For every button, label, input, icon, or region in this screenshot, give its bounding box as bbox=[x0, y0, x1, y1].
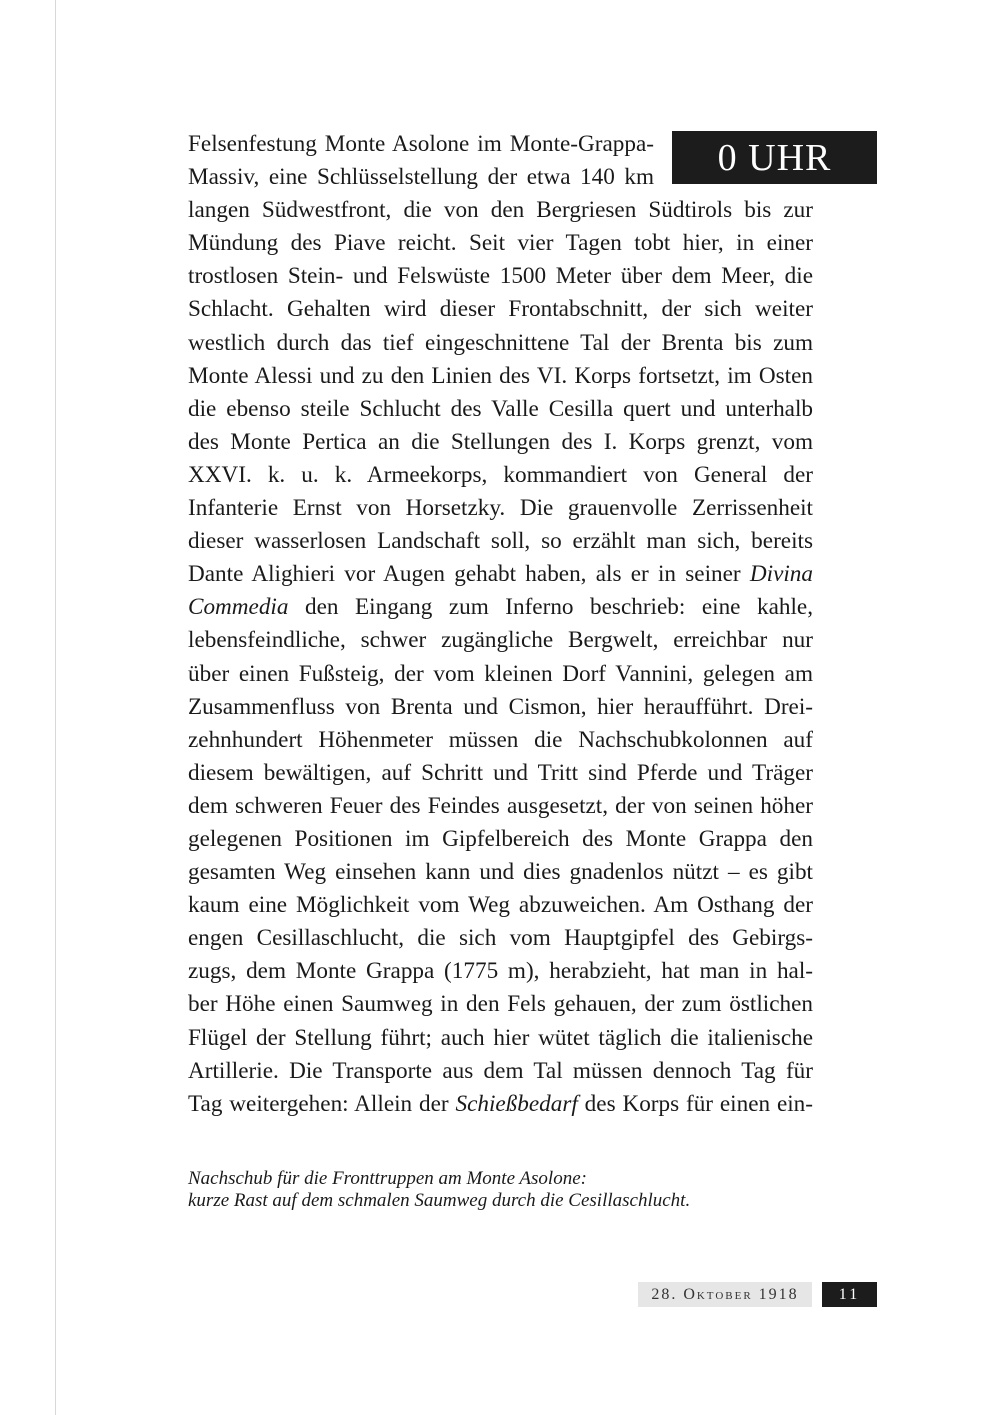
text-line: Zusammenfluss von Brenta und Cismon, hier heraufführt. Drei- bbox=[188, 693, 813, 720]
italic-title-part: Commedia bbox=[188, 594, 289, 621]
text-line: Felsenfestung Monte Asolone im Monte-Grappa- bbox=[188, 131, 654, 157]
text-line: Artillerie. Die Transporte aus dem Tal müssen dennoch Tag für bbox=[188, 1057, 813, 1084]
footer-date bbox=[638, 1282, 812, 1307]
image-caption bbox=[188, 1168, 690, 1212]
text-line: Schlacht. Gehalten wird dieser Frontabschnitt, der sich weiter bbox=[188, 296, 813, 323]
caption-line: Nachschub für die Fronttruppen am Monte Asolone: bbox=[188, 1168, 587, 1189]
page-gutter-line bbox=[55, 0, 56, 1415]
text-line: kaum eine Möglichkeit vom Weg abzuweichen. Am Osthang der bbox=[188, 892, 813, 919]
page-number: 11 bbox=[838, 1285, 861, 1303]
text-line: die ebenso steile Schlucht des Valle Cesilla quert und unterhalb bbox=[188, 395, 813, 422]
text-line: westlich durch das tief eingeschnittene Tal der Brenta bis zum bbox=[188, 329, 813, 356]
text-line: des Monte Pertica an die Stellungen des I. Korps grenzt, vom bbox=[188, 428, 813, 455]
text-line: langen Südwestfront, die von den Bergriesen Südtirols bis zur bbox=[188, 197, 813, 224]
text-line: engen Cesillaschlucht, die sich vom Hauptgipfel des Gebirgs- bbox=[188, 925, 813, 952]
text-run: des Korps für einen ein- bbox=[577, 1090, 813, 1117]
text-line: Infanterie Ernst von Horsetzky. Die grauenvolle Zerrissenheit bbox=[188, 495, 813, 522]
text-line: zehnhundert Höhenmeter müssen die Nachschubkolonnen auf bbox=[188, 726, 813, 753]
text-line: XXVI. k. u. k. Armeekorps, kommandiert von General der bbox=[188, 461, 813, 488]
text-line: Mündung des Piave reicht. Seit vier Tagen tobt hier, in einer bbox=[188, 230, 813, 257]
text-line: Monte Alessi und zu den Linien des VI. Korps fortsetzt, im Osten bbox=[188, 362, 813, 389]
text-line-commedia bbox=[188, 591, 813, 624]
text-line-last bbox=[188, 1088, 813, 1121]
italic-title-part: Divina bbox=[749, 561, 813, 588]
text-line: Massiv, eine Schlüsselstellung der etwa 140 km bbox=[188, 164, 654, 191]
text-line: diesem bewältigen, auf Schritt und Tritt sind Pferde und Träger bbox=[188, 759, 813, 786]
footer-date-text: 28. Oktober 1918 bbox=[651, 1285, 799, 1303]
time-heading: 0 UHR bbox=[717, 136, 832, 179]
text-line: über einen Fußsteig, der vom kleinen Dorf Vannini, gelegen am bbox=[188, 660, 813, 687]
caption-line: kurze Rast auf dem schmalen Saumweg durch die Cesillaschlucht. bbox=[188, 1190, 691, 1211]
text-line: gelegenen Positionen im Gipfelbereich des Monte Grappa den bbox=[188, 825, 813, 852]
body-short-lines bbox=[188, 128, 813, 194]
text-run: Tag weitergehen: Allein der bbox=[188, 1090, 456, 1117]
text-line-divina bbox=[188, 558, 813, 591]
body-full-lines bbox=[188, 194, 813, 1121]
text-line: gesamten Weg einsehen kann und dies gnadenlos nützt – es gibt bbox=[188, 859, 813, 886]
page-number-box bbox=[822, 1282, 877, 1307]
text-run: Dante Alighieri vor Augen gehabt haben, als er in seiner bbox=[188, 561, 741, 588]
text-line: Flügel der Stellung führt; auch hier wütet täglich die italienische bbox=[188, 1024, 813, 1051]
text-line: lebensfeindliche, schwer zugängliche Bergwelt, erreichbar nur bbox=[188, 627, 813, 654]
text-line: dieser wasserlosen Landschaft soll, so erzählt man sich, bereits bbox=[188, 528, 813, 555]
body-text bbox=[188, 128, 813, 1121]
text-line: trostlosen Stein- und Felswüste 1500 Meter über dem Meer, die bbox=[188, 263, 813, 290]
text-line: ber Höhe einen Saumweg in den Fels gehauen, der zum östlichen bbox=[188, 991, 813, 1018]
text-line: dem schweren Feuer des Feindes ausgesetzt, der von seinen höher bbox=[188, 792, 813, 819]
text-line: zugs, dem Monte Grappa (1775 m), herabzieht, hat man in hal- bbox=[188, 958, 813, 985]
text-run: den Eingang zum Inferno beschrieb: eine kahle, bbox=[288, 594, 813, 621]
italic-word: Schießbedarf bbox=[455, 1090, 578, 1117]
